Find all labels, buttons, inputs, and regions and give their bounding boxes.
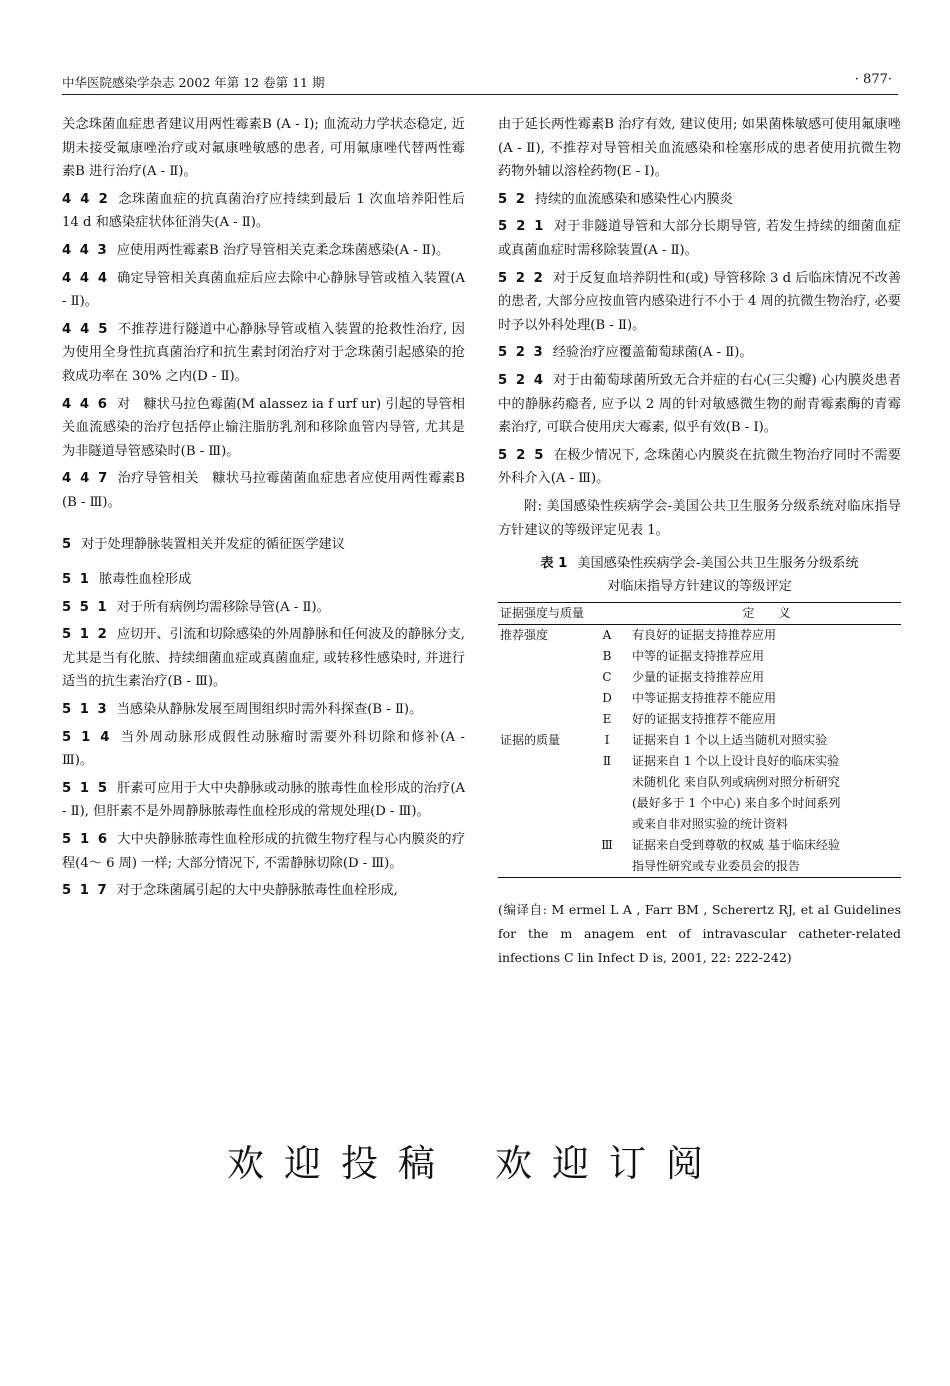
- table-row: [498, 751, 901, 772]
- section-number: 5 1 6: [62, 832, 110, 848]
- welcome-char: 迎: [552, 1142, 609, 1185]
- table-row: [498, 625, 901, 647]
- table-row: [498, 793, 901, 814]
- welcome-char: 投: [341, 1142, 398, 1185]
- grade-group: [498, 814, 582, 835]
- paragraph-text: 由于延长两性霉素B 治疗有效, 建议使用; 如果菌株敏感可使用氟康唑(A - Ⅱ), 不推荐对导管相关血流感染和栓塞形成的患者使用抗微生物药物外辅以溶栓药物(E - Ⅰ)。: [498, 117, 901, 180]
- welcome-subscription: [495, 1133, 723, 1187]
- grade-definition: 指导性研究或专业委员会的报告: [632, 859, 801, 874]
- paragraph-text: 当外周动脉形成假性动脉瘤时需要外科切除和修补(A - Ⅲ)。: [62, 729, 465, 769]
- left-paragraph: [62, 879, 465, 903]
- table-row: [498, 772, 901, 793]
- section-number: 5 2 2: [498, 270, 545, 286]
- grade-definition: 未随机化 来自队列或病例对照分析研究: [632, 775, 840, 790]
- grade-level: C: [602, 670, 612, 685]
- section-number: 5 2 3: [498, 345, 545, 361]
- paragraph-text: 大中央静脉脓毒性血栓形成的抗微生物疗程与心内膜炎的疗程(4～ 6 周) 一样; 大部分情况下, 不需静脉切除(D - Ⅲ)。: [62, 832, 466, 871]
- welcome-banner: [0, 1133, 950, 1187]
- left-paragraph: [62, 726, 465, 773]
- welcome-submission: [227, 1133, 455, 1187]
- paragraph-text: 对于所有病例均需移除导管(A - Ⅱ)。: [116, 599, 330, 615]
- left-paragraph: [62, 188, 465, 235]
- paragraph-text: 关念珠菌血症患者建议用两性霉素B (A - Ⅰ); 血流动力学状态稳定, 近期未接受氟康唑治疗或对氟康唑敏感的患者, 可用氟康唑代替两性霉素B 进行治疗(A - Ⅱ)。: [62, 117, 465, 180]
- grade-group: [498, 856, 582, 878]
- left-paragraph: [62, 777, 465, 824]
- section-number: 4 4 2: [62, 191, 110, 207]
- table-row: [498, 709, 901, 730]
- welcome-char: 阅: [666, 1142, 723, 1185]
- grade-group: [498, 667, 582, 688]
- grade-level: [582, 772, 632, 793]
- paragraph-text: 脓毒性血栓形成: [98, 572, 192, 588]
- left-paragraph: [62, 239, 465, 263]
- table-row: [498, 814, 901, 835]
- grade-definition: 中等证据支持推荐不能应用: [632, 691, 777, 706]
- section-number: 5 2 5: [498, 447, 546, 463]
- grade-group: [498, 835, 582, 856]
- grade-definition: 证据来自 1 个以上适当随机对照实验: [632, 733, 828, 748]
- right-paragraph: [498, 113, 901, 184]
- grade-definition: (最好多于 1 个中心) 来自多个时间系列: [632, 796, 841, 811]
- grade-group: [498, 793, 582, 814]
- grade-level: D: [602, 691, 612, 706]
- left-paragraph: [62, 318, 465, 389]
- table-row: [498, 667, 901, 688]
- section-number: 5 2 1: [498, 219, 546, 235]
- left-paragraph: [62, 533, 465, 557]
- section-number: 5 1 5: [62, 780, 109, 796]
- section-number: 5: [62, 536, 74, 552]
- evidence-grade-table: [498, 602, 901, 878]
- grade-level: Ⅱ: [602, 754, 612, 769]
- paragraph-text: 对于处理静脉装置相关并发症的循征医学建议: [81, 536, 345, 552]
- left-column: [62, 113, 465, 907]
- table-row: [498, 730, 901, 751]
- section-number: 5 5 1: [62, 599, 109, 615]
- paragraph-text: 应切开、引流和切除感染的外周静脉和任何波及的静脉分支, 尤其是当有化脓、持续细菌血症或真菌血症, 或转移性感染时, 并进行适当的抗生素治疗(B - Ⅲ)。: [62, 627, 465, 690]
- page-number: · 877·: [854, 72, 892, 87]
- table-row: [498, 856, 901, 878]
- paragraph-text: 当感染从静脉发展至周围组织时需外科探查(B - Ⅱ)。: [116, 702, 423, 718]
- table-caption: [498, 552, 901, 598]
- grade-group: 证据的质量: [500, 733, 561, 748]
- paragraph-text: 对于念珠菌属引起的大中央静脉脓毒性血栓形成,: [116, 883, 398, 899]
- welcome-char: 欢: [495, 1142, 552, 1185]
- right-paragraph: [498, 188, 901, 212]
- left-paragraph: [62, 568, 465, 592]
- paragraph-text: 不推荐进行隧道中心静脉导管或植入装置的抢救性治疗, 因为使用全身性抗真菌治疗和抗生素封闭治疗对于念珠菌引起感染的抢救成功率在 30% 之内(D - Ⅱ)。: [62, 321, 465, 384]
- right-paragraph: [498, 267, 901, 338]
- grade-definition: 证据来自受到尊敬的权威 基于临床经验: [632, 838, 840, 853]
- grade-group: [498, 646, 582, 667]
- grade-level: [582, 814, 632, 835]
- welcome-char: 稿: [398, 1142, 455, 1185]
- table-row: [498, 835, 901, 856]
- left-paragraph: [62, 623, 465, 694]
- section-number: 4 4 6: [62, 396, 109, 412]
- right-column-paragraphs: [498, 113, 901, 491]
- section-number: 5 2: [498, 191, 527, 207]
- grade-level: [582, 793, 632, 814]
- welcome-char: 订: [609, 1142, 666, 1185]
- left-paragraph: [62, 467, 465, 514]
- left-paragraph: [62, 828, 465, 875]
- left-paragraph: [62, 596, 465, 620]
- table-row: [498, 688, 901, 709]
- left-paragraph: [62, 267, 465, 314]
- paragraph-text: 对于反复血培养阴性和(或) 导管移除 3 d 后临床情况不改善的患者, 大部分应按血管内感染进行不小于 4 周的抗微生物治疗, 必要时予以外科处理(B - Ⅱ)。: [498, 270, 902, 333]
- paragraph-text: 持续的血流感染和感染性心内膜炎: [534, 191, 733, 207]
- grade-group: [498, 772, 582, 793]
- right-paragraph: [498, 341, 901, 365]
- paragraph-text: 对于非隧道导管和大部分长期导管, 若发生持续的细菌血症或真菌血症时需移除装置(A - Ⅱ)。: [498, 219, 901, 258]
- reference-note: (编译自: M ermel L A , Farr BM , Scherertz RJ, et al Guidelines for the m anagem ent of intravascular catheter-related infections C lin Infect D is, 2001, 22: 222-242): [498, 902, 901, 966]
- grade-definition: 中等的证据支持推荐应用: [632, 649, 765, 664]
- grade-definition: 证据来自 1 个以上设计良好的临床实验: [632, 754, 840, 769]
- table-header-row: [498, 603, 901, 625]
- grade-group: [498, 688, 582, 709]
- paragraph-text: 确定导管相关真菌血症后应去除中心静脉导管或植入装置(A - Ⅱ)。: [62, 270, 465, 310]
- paragraph-text: 治疗导管相关 糠状马拉霉菌菌血症患者应使用两性霉素B (B - Ⅲ)。: [62, 471, 465, 510]
- running-header: [62, 70, 898, 95]
- grade-level: B: [602, 649, 612, 664]
- paragraph-text: 在极少情况下, 念珠菌心内膜炎在抗微生物治疗同时不需要外科介入(A - Ⅲ)。: [498, 447, 901, 487]
- left-paragraph: [62, 113, 465, 184]
- section-number: 5 1: [62, 572, 91, 588]
- table-caption-line1: 美国感染性疾病学会-美国公共卫生服务分级系统: [577, 556, 859, 572]
- section-number: 5 1 3: [62, 702, 109, 718]
- right-paragraph: [498, 444, 901, 491]
- right-paragraph: [498, 215, 901, 262]
- grade-group: [498, 751, 582, 772]
- section-number: 5 2 4: [498, 372, 545, 388]
- grade-definition: 或来自非对照实验的统计资料: [632, 817, 789, 832]
- section-number: 5 1 7: [62, 883, 109, 899]
- paragraph-text: 对 糠状马拉色霉菌(M alassez ia f urf ur) 引起的导管相关血流感染的治疗包括停止输注脂肪乳剂和移除血管内导管, 尤其是为非隧道导管感染时(B - Ⅲ)。: [62, 396, 465, 459]
- paragraph-text: 经验治疗应覆盖葡萄球菌(A - Ⅱ)。: [552, 345, 753, 361]
- table-row: [498, 646, 901, 667]
- welcome-char: 迎: [284, 1142, 341, 1185]
- paragraph-text: 应使用两性霉素B 治疗导管相关克柔念珠菌感染(A - Ⅱ)。: [116, 242, 450, 258]
- left-paragraph: [62, 698, 465, 722]
- appendix-note: 附: 美国感染性疾病学会-美国公共卫生服务分级系统对临床指导方针建议的等级评定见表 1。: [498, 498, 901, 538]
- section-number: 5 1 4: [62, 729, 112, 745]
- grade-level: Ⅲ: [601, 838, 613, 853]
- left-paragraph: [62, 393, 465, 464]
- grade-level: E: [602, 712, 612, 727]
- section-number: 4 4 4: [62, 270, 109, 286]
- grade-definition: 好的证据支持推荐不能应用: [632, 712, 777, 727]
- paragraph-text: 念珠菌血症的抗真菌治疗应持续到最后 1 次血培养阳性后 14 d 和感染症状体征消失(A - Ⅱ)。: [62, 191, 465, 231]
- grade-level: [582, 856, 632, 878]
- grade-level: Ⅰ: [604, 733, 610, 748]
- table-label: 表 1: [540, 556, 568, 572]
- section-number: 4 4 7: [62, 471, 110, 487]
- section-number: 4 4 5: [62, 321, 110, 337]
- right-column: [498, 113, 901, 974]
- journal-title: 中华医院感染学杂志 2002 年第 12 卷第 11 期: [62, 75, 325, 90]
- grade-definition: 有良好的证据支持推荐应用: [632, 628, 777, 643]
- grade-level: A: [602, 628, 612, 643]
- right-paragraph: [498, 369, 901, 440]
- paragraph-text: 对于由葡萄球菌所致无合并症的右心(三尖瓣) 心内膜炎患者中的静脉药瘾者, 应予以 2 周的针对敏感微生物的耐青霉素酶的青霉素治疗, 可联合使用庆大霉素, 似乎有效(B - Ⅰ)。: [498, 372, 901, 436]
- table-caption-line2: 对临床指导方针建议的等级评定: [607, 579, 792, 595]
- welcome-char: 欢: [227, 1142, 284, 1185]
- table-header-definition: 定 义: [632, 603, 901, 625]
- grade-definition: 少量的证据支持推荐应用: [632, 670, 765, 685]
- table-header-strength: 证据强度与质量: [498, 603, 632, 625]
- grade-group: 推荐强度: [500, 628, 549, 643]
- section-number: 5 1 2: [62, 627, 109, 643]
- paragraph-text: 肝素可应用于大中央静脉或动脉的脓毒性血栓形成的治疗(A - Ⅱ), 但肝素不是外周静脉脓毒性血栓形成的常规处理(D - Ⅲ)。: [62, 780, 465, 820]
- grade-group: [498, 709, 582, 730]
- section-number: 4 4 3: [62, 242, 109, 258]
